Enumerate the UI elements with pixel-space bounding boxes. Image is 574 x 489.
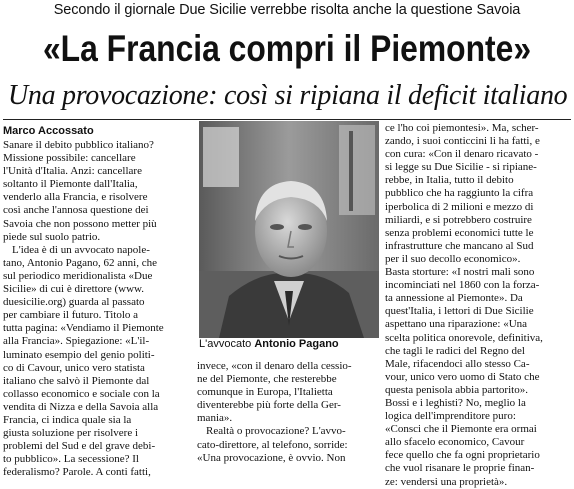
article-line: allo sfacelo economico, Cavour — [385, 436, 525, 449]
article-line: duesicilie.org) guarda al passato — [3, 296, 145, 309]
article-line: Sicilie» di cui è direttore (www. — [3, 283, 145, 296]
portrait-photo — [199, 121, 379, 338]
article-line: soltanto il Piemonte dall'Italia, — [3, 178, 138, 191]
article-line: rebbe, in Italia, tutto il debito — [385, 174, 514, 187]
article-line: così anche l'annosa questione dei — [3, 204, 149, 217]
article-line: per cambiare il futuro. Titolo a — [3, 309, 139, 322]
article-line: federalismo? Parole. A conti fatti, — [3, 466, 151, 479]
article-line: logica dell'imprenditore puro: — [385, 410, 516, 423]
article-line: comunque in Europa, l'Italietta — [197, 386, 333, 399]
article-line: sul periodico meridionalista «Due — [3, 269, 153, 282]
photo-caption — [199, 337, 379, 352]
article-line: tutta pagina: «Vendiamo il Piemonte — [3, 322, 164, 335]
article-column-1 — [3, 139, 191, 479]
article-line: to pubblico». La secessione? Il — [3, 453, 139, 466]
caption-prefix: L'avvocato — [199, 338, 252, 350]
article-line: collasso economico e sociale con la — [3, 387, 160, 400]
article-line: fece quello che fa ogni proprietario — [385, 449, 540, 462]
article-line: Male, rifacendoci allo stesso Ca- — [385, 357, 530, 370]
caption-name: Antonio Pagano — [254, 338, 339, 350]
article-line: con cura: «Con il denaro ricavato - — [385, 148, 539, 161]
article-line: ta annessione al Piemonte». Da — [385, 292, 523, 305]
article-line: Basta storture: «I nostri mali sono — [385, 266, 535, 279]
article-line: che tagli le radici del Regno del — [385, 344, 525, 357]
article-line: alla Francia». Spiegazione: «L'il- — [3, 335, 150, 348]
article-line: tano, Antonio Pagano, 62 anni, che — [3, 256, 157, 269]
article-line: scelta politica onorevole, definitiva, — [385, 331, 543, 344]
article-line: pubblico che ha raggiunto la cifra — [385, 187, 534, 200]
article-line: mania». — [197, 412, 233, 425]
photo-antonio-pagano — [199, 121, 379, 338]
article-line: giusta soluzione per risolvere i — [3, 427, 139, 440]
article-line: quest'Italia, i lettori di Due Sicilie — [385, 305, 534, 318]
article-line: co di Cavour, unico vero statista — [3, 361, 145, 374]
article-line: L'idea è di un avvocato napole- — [12, 243, 150, 256]
article-line: che vuol risanare le proprie finan- — [385, 462, 535, 475]
article-line: miliardi, e si potrebbero costruire — [385, 213, 532, 226]
article-line: questa penisola abbia partorito». — [385, 383, 528, 396]
kicker: Secondo il giornale Due Sicilie verrebbe risolta anche la questione Savoia — [53, 2, 521, 18]
article-line: italiano che salvò il Piemonte dal — [3, 374, 150, 387]
article-line: l'Unità d'Italia. Anzi: cancellare — [3, 165, 142, 178]
article-line: «Una provocazione, è ovvio. Non — [197, 451, 346, 464]
article-line: zando, i suoi conticcini li ha fatti, e — [385, 135, 540, 148]
article-line: cato-direttore, al telefono, sorride: — [197, 438, 348, 451]
article-line: si legge su Due Sicilie - si ripiane- — [385, 161, 537, 174]
article-line: Sanare il debito pubblico italiano? — [3, 139, 154, 151]
article-column-2 — [197, 360, 379, 472]
article-line: invece, «con il denaro della cessio- — [197, 360, 352, 372]
article-line: venderlo alla Francia, e risolvere — [3, 191, 148, 204]
byline: Marco Accossato — [3, 125, 94, 137]
article-line: iperbolica di 2 milioni e mezzo di — [385, 200, 534, 213]
article-line: Missione possibile: cancellare — [3, 152, 136, 165]
article-line: per il suo decollo economico». — [385, 252, 521, 265]
article-line: Savoia che non possono metter più — [3, 217, 157, 230]
divider-rule — [3, 119, 571, 120]
article-line: vendita di Nizza e della Savoia alla — [3, 400, 159, 413]
article-line: diventerebbe più forte della Ger- — [197, 399, 341, 412]
article-line: piede sul suolo patrio. — [3, 230, 101, 243]
article-line: vour, unico vero uomo di Stato che — [385, 370, 540, 383]
article-line: senza problemi economici tutte le — [385, 226, 534, 239]
article-line: Realtà o provocazione? L'avvo- — [206, 425, 346, 438]
article-line: Bossi e i leghisti? No, meglio la — [385, 396, 526, 409]
article-line: ce l'ho coi piemontesi». Ma, scher- — [385, 122, 539, 134]
article-line: ze: vendersi una proprietà». — [385, 475, 508, 488]
headline: «La Francia compri il Piemonte» — [42, 28, 532, 69]
article-line: luminato esempio del genio politi- — [3, 348, 155, 361]
article-line: ne del Piemonte, che resterebbe — [197, 373, 337, 386]
article-line: incominciati nel 1860 con la forza- — [385, 279, 540, 292]
subheadline: Una provocazione: così si ripiana il deficit italiano — [8, 80, 568, 111]
article-line: «Consci che il Piemonte era ormai — [385, 423, 537, 436]
article-line: aspettano una riparazione: «Una — [385, 318, 528, 331]
article-line: infrastrutture che mancano al Sud — [385, 239, 534, 252]
article-line: problemi del Sud e del grave debi- — [3, 440, 156, 453]
article-line: Francia, ci indica quale sia la — [3, 413, 132, 426]
article-column-3 — [385, 122, 572, 488]
